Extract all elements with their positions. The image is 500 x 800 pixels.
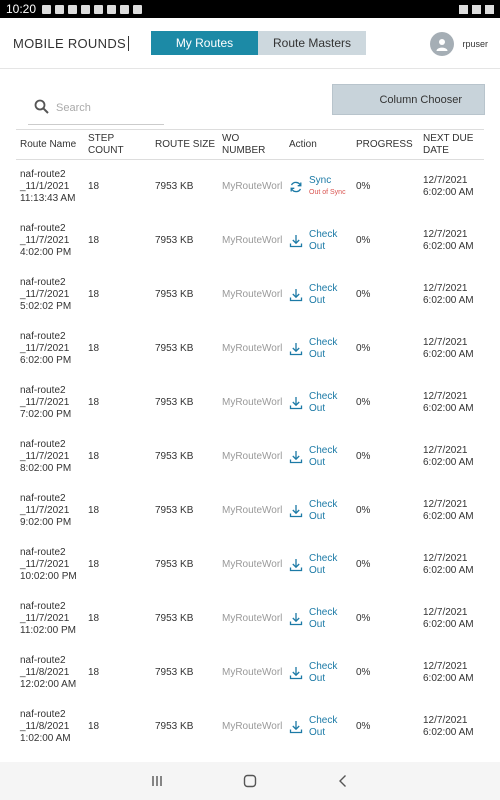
next-due-date-cell: 12/7/2021 6:02:00 AM bbox=[423, 391, 474, 414]
check-out-label: Out bbox=[309, 349, 326, 360]
step-count-cell: 18 bbox=[88, 667, 100, 678]
wo-number-cell: MyRouteWorl bbox=[222, 289, 283, 300]
step-count-cell: 18 bbox=[88, 613, 100, 624]
route-name-cell: naf-route2 _11/7/2021 5:02:02 PM bbox=[20, 277, 72, 312]
wo-number-cell: MyRouteWorl bbox=[222, 667, 283, 678]
check-out-label: Check bbox=[309, 499, 338, 510]
step-count-cell: 18 bbox=[88, 289, 100, 300]
home-icon[interactable] bbox=[243, 774, 257, 788]
table-row[interactable] bbox=[16, 592, 484, 646]
wo-number-cell: MyRouteWorl bbox=[222, 613, 283, 624]
app-window bbox=[0, 18, 500, 762]
user-icon bbox=[435, 37, 449, 51]
check-out-label: Out bbox=[309, 457, 326, 468]
check-out-button[interactable] bbox=[289, 283, 337, 307]
search-box bbox=[28, 95, 164, 125]
action-cell bbox=[285, 376, 352, 430]
check-out-label: Out bbox=[309, 295, 326, 306]
check-out-button[interactable] bbox=[289, 445, 337, 469]
back-icon[interactable] bbox=[336, 774, 350, 788]
route-size-cell: 7953 KB bbox=[155, 505, 194, 516]
check-out-label: Check bbox=[309, 283, 338, 294]
download-icon bbox=[289, 288, 303, 302]
column-header-progress[interactable]: PROGRESS bbox=[356, 138, 413, 150]
check-out-label: Check bbox=[309, 445, 338, 456]
avatar[interactable] bbox=[430, 32, 454, 56]
column-header-route-name[interactable]: Route Name bbox=[20, 138, 77, 150]
routes-table bbox=[16, 129, 484, 766]
check-out-label: Check bbox=[309, 553, 338, 564]
progress-cell: 0% bbox=[356, 289, 371, 300]
check-out-label: Check bbox=[309, 661, 338, 672]
route-size-cell: 7953 KB bbox=[155, 343, 194, 354]
step-count-cell: 18 bbox=[88, 505, 100, 516]
progress-cell: 0% bbox=[356, 667, 371, 678]
step-count-cell: 18 bbox=[88, 235, 100, 246]
notification-icon bbox=[42, 5, 51, 14]
action-cell bbox=[285, 214, 352, 268]
table-row[interactable] bbox=[16, 214, 484, 268]
download-icon bbox=[289, 450, 303, 464]
check-out-button[interactable] bbox=[289, 337, 337, 361]
next-due-date-cell: 12/7/2021 6:02:00 AM bbox=[423, 283, 474, 306]
header-divider bbox=[128, 36, 129, 51]
action-cell bbox=[285, 268, 352, 322]
progress-cell: 0% bbox=[356, 721, 371, 732]
wo-number-cell: MyRouteWorl bbox=[222, 235, 283, 246]
download-icon bbox=[289, 342, 303, 356]
download-icon bbox=[289, 396, 303, 410]
download-icon bbox=[289, 234, 303, 248]
next-due-date-cell: 12/7/2021 6:02:00 AM bbox=[423, 661, 474, 684]
check-out-label: Check bbox=[309, 715, 338, 726]
sync-button[interactable] bbox=[289, 175, 346, 199]
route-name-cell: naf-route2 _11/7/2021 8:02:00 PM bbox=[20, 439, 72, 474]
lock-icon bbox=[107, 5, 116, 14]
action-cell bbox=[285, 538, 352, 592]
column-header-action[interactable]: Action bbox=[289, 138, 317, 150]
column-header-step-count[interactable]: STEP COUNT bbox=[88, 132, 124, 156]
table-row[interactable] bbox=[16, 160, 484, 214]
check-out-button[interactable] bbox=[289, 553, 337, 577]
next-due-date-cell: 12/7/2021 6:02:00 AM bbox=[423, 229, 474, 252]
download-status-icon bbox=[81, 5, 90, 14]
action-cell bbox=[285, 592, 352, 646]
next-due-date-cell: 12/7/2021 6:02:00 AM bbox=[423, 499, 474, 522]
table-row[interactable] bbox=[16, 322, 484, 376]
download-icon bbox=[289, 504, 303, 518]
table-row[interactable] bbox=[16, 430, 484, 484]
step-count-cell: 18 bbox=[88, 559, 100, 570]
step-count-cell: 18 bbox=[88, 721, 100, 732]
next-due-date-cell: 12/7/2021 6:02:00 AM bbox=[423, 337, 474, 360]
progress-cell: 0% bbox=[356, 181, 371, 192]
table-body bbox=[16, 160, 484, 766]
out-of-sync-label: Out of Sync bbox=[309, 189, 346, 196]
tab-route-masters[interactable]: Route Masters bbox=[258, 31, 366, 55]
route-name-cell: naf-route2 _11/7/2021 4:02:00 PM bbox=[20, 223, 72, 258]
column-header-next-due-date[interactable]: NEXT DUE DATE bbox=[423, 132, 474, 156]
route-name-cell: naf-route2 _11/7/2021 11:02:00 PM bbox=[20, 601, 76, 636]
action-cell bbox=[285, 646, 352, 700]
check-out-label: Out bbox=[309, 565, 326, 576]
download-icon bbox=[289, 720, 303, 734]
mail-icon bbox=[68, 5, 77, 14]
next-due-date-cell: 12/7/2021 6:02:00 AM bbox=[423, 553, 474, 576]
sync-icon bbox=[289, 180, 303, 194]
progress-cell: 0% bbox=[356, 505, 371, 516]
wo-number-cell: MyRouteWorl bbox=[222, 559, 283, 570]
next-due-date-cell: 12/7/2021 6:02:00 AM bbox=[423, 175, 474, 198]
download-icon bbox=[289, 666, 303, 680]
route-size-cell: 7953 KB bbox=[155, 667, 194, 678]
action-cell bbox=[285, 322, 352, 376]
progress-cell: 0% bbox=[356, 397, 371, 408]
step-count-cell: 18 bbox=[88, 181, 100, 192]
wo-number-cell: MyRouteWorl bbox=[222, 397, 283, 408]
wo-number-cell: MyRouteWorl bbox=[222, 721, 283, 732]
route-size-cell: 7953 KB bbox=[155, 181, 194, 192]
route-size-cell: 7953 KB bbox=[155, 613, 194, 624]
wrench-icon bbox=[133, 5, 142, 14]
search-icon bbox=[34, 99, 50, 115]
app-title: MOBILE ROUNDS bbox=[13, 36, 126, 51]
notification-icons bbox=[42, 5, 142, 14]
wo-number-cell: MyRouteWorl bbox=[222, 343, 283, 354]
check-out-button[interactable] bbox=[289, 607, 337, 631]
check-out-label: Out bbox=[309, 511, 326, 522]
tab-bar bbox=[151, 31, 366, 55]
sync-label: Sync bbox=[309, 175, 332, 186]
check-out-label: Check bbox=[309, 607, 338, 618]
status-bar bbox=[0, 0, 500, 18]
route-name-cell: naf-route2 _11/7/2021 10:02:00 PM bbox=[20, 547, 77, 582]
battery-icon bbox=[485, 5, 494, 14]
tab-my-routes[interactable]: My Routes bbox=[151, 31, 258, 55]
step-count-cell: 18 bbox=[88, 451, 100, 462]
android-nav-bar bbox=[0, 762, 500, 800]
next-due-date-cell: 12/7/2021 6:02:00 AM bbox=[423, 607, 474, 630]
check-out-label: Check bbox=[309, 229, 338, 240]
route-name-cell: naf-route2 _11/1/2021 11:13:43 AM bbox=[20, 169, 76, 204]
action-cell bbox=[285, 430, 352, 484]
wifi-icon bbox=[472, 5, 481, 14]
progress-cell: 0% bbox=[356, 343, 371, 354]
table-row[interactable] bbox=[16, 484, 484, 538]
check-out-button[interactable] bbox=[289, 661, 337, 685]
mute-icon bbox=[459, 5, 468, 14]
column-header-wo-number[interactable]: WO NUMBER bbox=[222, 132, 266, 156]
username: rpuser bbox=[462, 39, 488, 49]
route-size-cell: 7953 KB bbox=[155, 289, 194, 300]
search-input[interactable] bbox=[56, 97, 156, 119]
next-due-date-cell: 12/7/2021 6:02:00 AM bbox=[423, 715, 474, 738]
check-out-button[interactable] bbox=[289, 391, 337, 415]
check-out-label: Check bbox=[309, 337, 338, 348]
route-name-cell: naf-route2 _11/7/2021 7:02:00 PM bbox=[20, 385, 72, 420]
check-out-button[interactable] bbox=[289, 499, 337, 523]
action-cell bbox=[285, 700, 352, 754]
check-out-label: Out bbox=[309, 241, 326, 252]
download-icon bbox=[289, 612, 303, 626]
next-due-date-cell: 12/7/2021 6:02:00 AM bbox=[423, 445, 474, 468]
column-chooser-button[interactable]: Column Chooser bbox=[332, 84, 485, 115]
action-cell bbox=[285, 484, 352, 538]
check-out-button[interactable] bbox=[289, 715, 337, 739]
route-size-cell: 7953 KB bbox=[155, 451, 194, 462]
check-out-button[interactable] bbox=[289, 229, 337, 253]
step-count-cell: 18 bbox=[88, 343, 100, 354]
route-size-cell: 7953 KB bbox=[155, 397, 194, 408]
check-out-label: Out bbox=[309, 403, 326, 414]
route-name-cell: naf-route2 _11/7/2021 6:02:00 PM bbox=[20, 331, 72, 366]
download-icon bbox=[289, 558, 303, 572]
route-size-cell: 7953 KB bbox=[155, 559, 194, 570]
column-header-route-size[interactable]: ROUTE SIZE bbox=[155, 138, 216, 150]
route-size-cell: 7953 KB bbox=[155, 721, 194, 732]
progress-cell: 0% bbox=[356, 559, 371, 570]
system-icons bbox=[459, 5, 494, 14]
route-name-cell: naf-route2 _11/7/2021 9:02:00 PM bbox=[20, 493, 72, 528]
status-time: 10:20 bbox=[6, 2, 37, 16]
check-out-label: Out bbox=[309, 673, 326, 684]
wo-number-cell: MyRouteWorl bbox=[222, 451, 283, 462]
image-icon bbox=[94, 5, 103, 14]
progress-cell: 0% bbox=[356, 235, 371, 246]
table-row[interactable] bbox=[16, 700, 484, 754]
action-cell bbox=[285, 160, 352, 214]
wo-number-cell: MyRouteWorl bbox=[222, 181, 283, 192]
table-row[interactable] bbox=[16, 268, 484, 322]
app-header bbox=[0, 18, 500, 69]
table-header bbox=[16, 129, 484, 160]
check-out-label: Check bbox=[309, 391, 338, 402]
wo-number-cell: MyRouteWorl bbox=[222, 505, 283, 516]
table-row[interactable] bbox=[16, 646, 484, 700]
route-name-cell: naf-route2 _11/8/2021 1:02:00 AM bbox=[20, 709, 71, 744]
check-out-label: Out bbox=[309, 727, 326, 738]
settings-icon bbox=[120, 5, 129, 14]
step-count-cell: 18 bbox=[88, 397, 100, 408]
recent-apps-icon[interactable] bbox=[150, 774, 164, 788]
table-row[interactable] bbox=[16, 376, 484, 430]
route-name-cell: naf-route2 _11/8/2021 12:02:00 AM bbox=[20, 655, 77, 690]
route-size-cell: 7953 KB bbox=[155, 235, 194, 246]
table-row[interactable] bbox=[16, 538, 484, 592]
notification-icon bbox=[55, 5, 64, 14]
user-menu[interactable] bbox=[430, 32, 488, 56]
progress-cell: 0% bbox=[356, 613, 371, 624]
check-out-label: Out bbox=[309, 619, 326, 630]
progress-cell: 0% bbox=[356, 451, 371, 462]
